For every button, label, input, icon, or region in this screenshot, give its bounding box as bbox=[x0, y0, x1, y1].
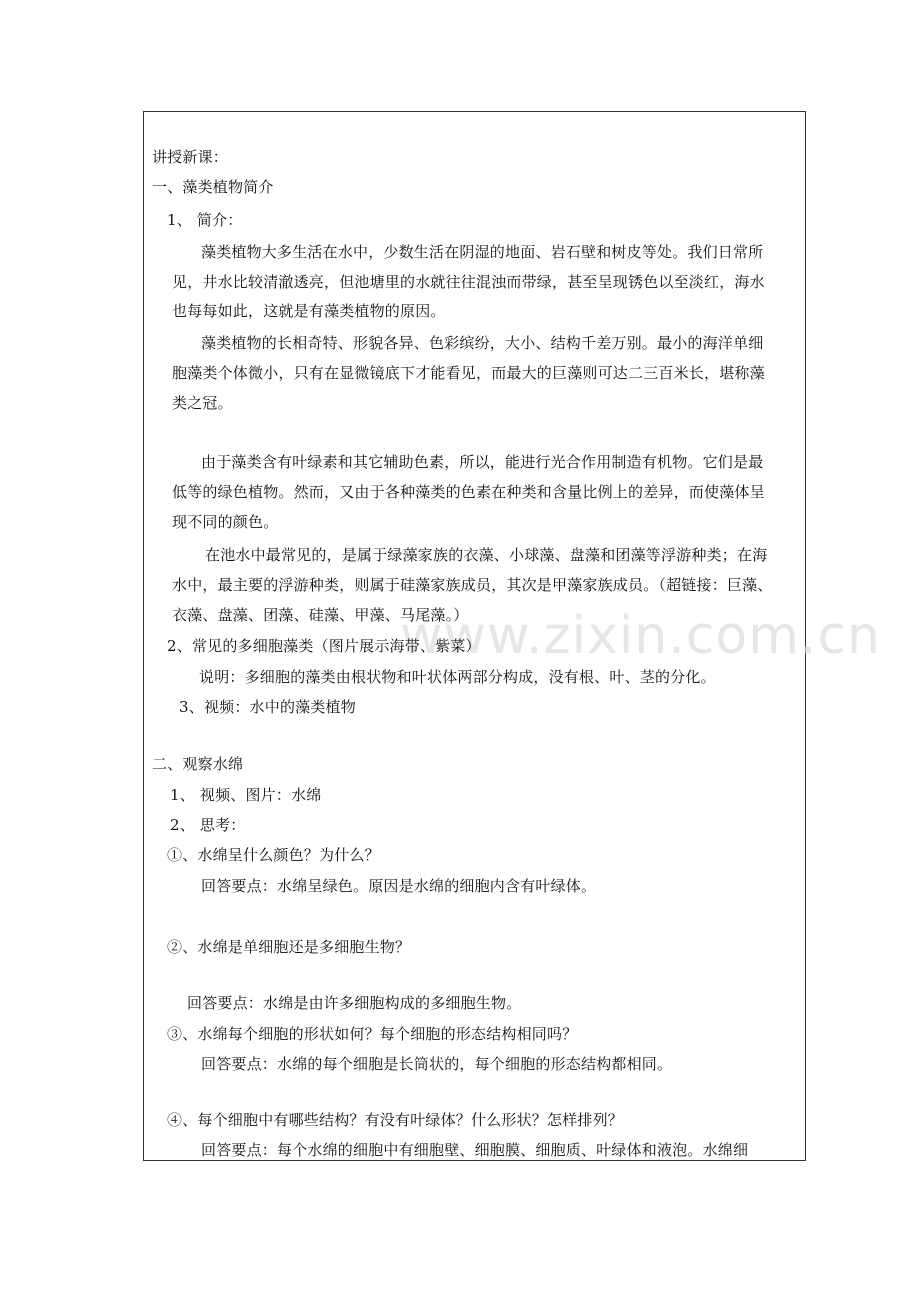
question-1: ①、水绵呈什么颜色？为什么？ bbox=[167, 846, 380, 864]
paragraph-line: 衣藻、盘藻、团藻、硅藻、甲藻、马尾藻。） bbox=[172, 606, 469, 624]
subsection-1-3: 3、视频：水中的藻类植物 bbox=[179, 698, 356, 716]
answer-2: 回答要点：水绵是由许多细胞构成的多细胞生物。 bbox=[187, 994, 522, 1012]
question-4: ④、每个细胞中有哪些结构？有没有叶绿体？什么形状？怎样排列？ bbox=[167, 1111, 624, 1129]
subsection-2-1: 1、 视频、图片：水绵 bbox=[170, 786, 322, 804]
answer-1: 回答要点：水绵呈绿色。原因是水绵的细胞内含有叶绿体。 bbox=[201, 877, 597, 895]
paragraph-line: 说明：多细胞的藻类由根状物和叶状体两部分构成，没有根、叶、茎的分化。 bbox=[199, 668, 716, 686]
answer-4: 回答要点：每个水绵的细胞中有细胞壁、细胞膜、细胞质、叶绿体和液泡。水绵细 bbox=[201, 1141, 749, 1159]
paragraph-line: 藻类植物大多生活在水中，少数生活在阴湿的地面、岩石壁和树皮等处。我们日常所 bbox=[201, 243, 764, 261]
watermark: www.zixin.com.cn bbox=[400, 606, 881, 666]
paragraph-line: 见，井水比较清澈透亮，但池塘里的水就往往混浊而带绿，甚至呈现锈色以至淡红，海水 bbox=[172, 273, 765, 291]
answer-3: 回答要点：水绵的每个细胞是长筒状的，每个细胞的形态结构都相同。 bbox=[201, 1055, 673, 1073]
paragraph-line: 藻类植物的长相奇特、形貌各异、色彩缤纷，大小、结构千差万别。最小的海洋单细 bbox=[201, 334, 764, 352]
subsection-1-2: 2、常见的多细胞藻类（图片展示海带、紫菜） bbox=[167, 637, 481, 655]
paragraph-line: 类之冠。 bbox=[172, 394, 233, 412]
subsection-1-1: 1、 简介： bbox=[167, 211, 243, 229]
question-3: ③、水绵每个细胞的形状如何？每个细胞的形态结构相同吗？ bbox=[167, 1025, 578, 1043]
question-2: ②、水绵是单细胞还是多细胞生物？ bbox=[167, 938, 411, 956]
section-1-heading: 一、藻类植物简介 bbox=[152, 178, 274, 196]
paragraph-line: 低等的绿色植物。然而，又由于各种藻类的色素在种类和含量比例上的差异，而使藻体呈 bbox=[172, 483, 765, 501]
paragraph-line: 在池水中最常见的，是属于绿藻家族的衣藻、小球藻、盘藻和团藻等浮游种类；在海 bbox=[205, 546, 768, 564]
paragraph-line: 由于藻类含有叶绿素和其它辅助色素，所以，能进行光合作用制造有机物。它们是最 bbox=[201, 453, 764, 471]
section-2-heading: 二、观察水绵 bbox=[152, 755, 244, 773]
paragraph-line: 现不同的颜色。 bbox=[172, 513, 279, 531]
subsection-2-2: 2、 思考： bbox=[170, 816, 246, 834]
paragraph-line: 胞藻类个体微小，只有在显微镜底下才能看见，而最大的巨藻则可达二三百米长，堪称藻 bbox=[172, 364, 765, 382]
paragraph-line: 也每每如此，这就是有藻类植物的原因。 bbox=[172, 302, 446, 320]
lesson-heading: 讲授新课： bbox=[152, 148, 229, 166]
paragraph-line: 水中，最主要的浮游种类，则属于硅藻家族成员，其次是甲藻家族成员。（超链接：巨藻、 bbox=[172, 576, 773, 594]
